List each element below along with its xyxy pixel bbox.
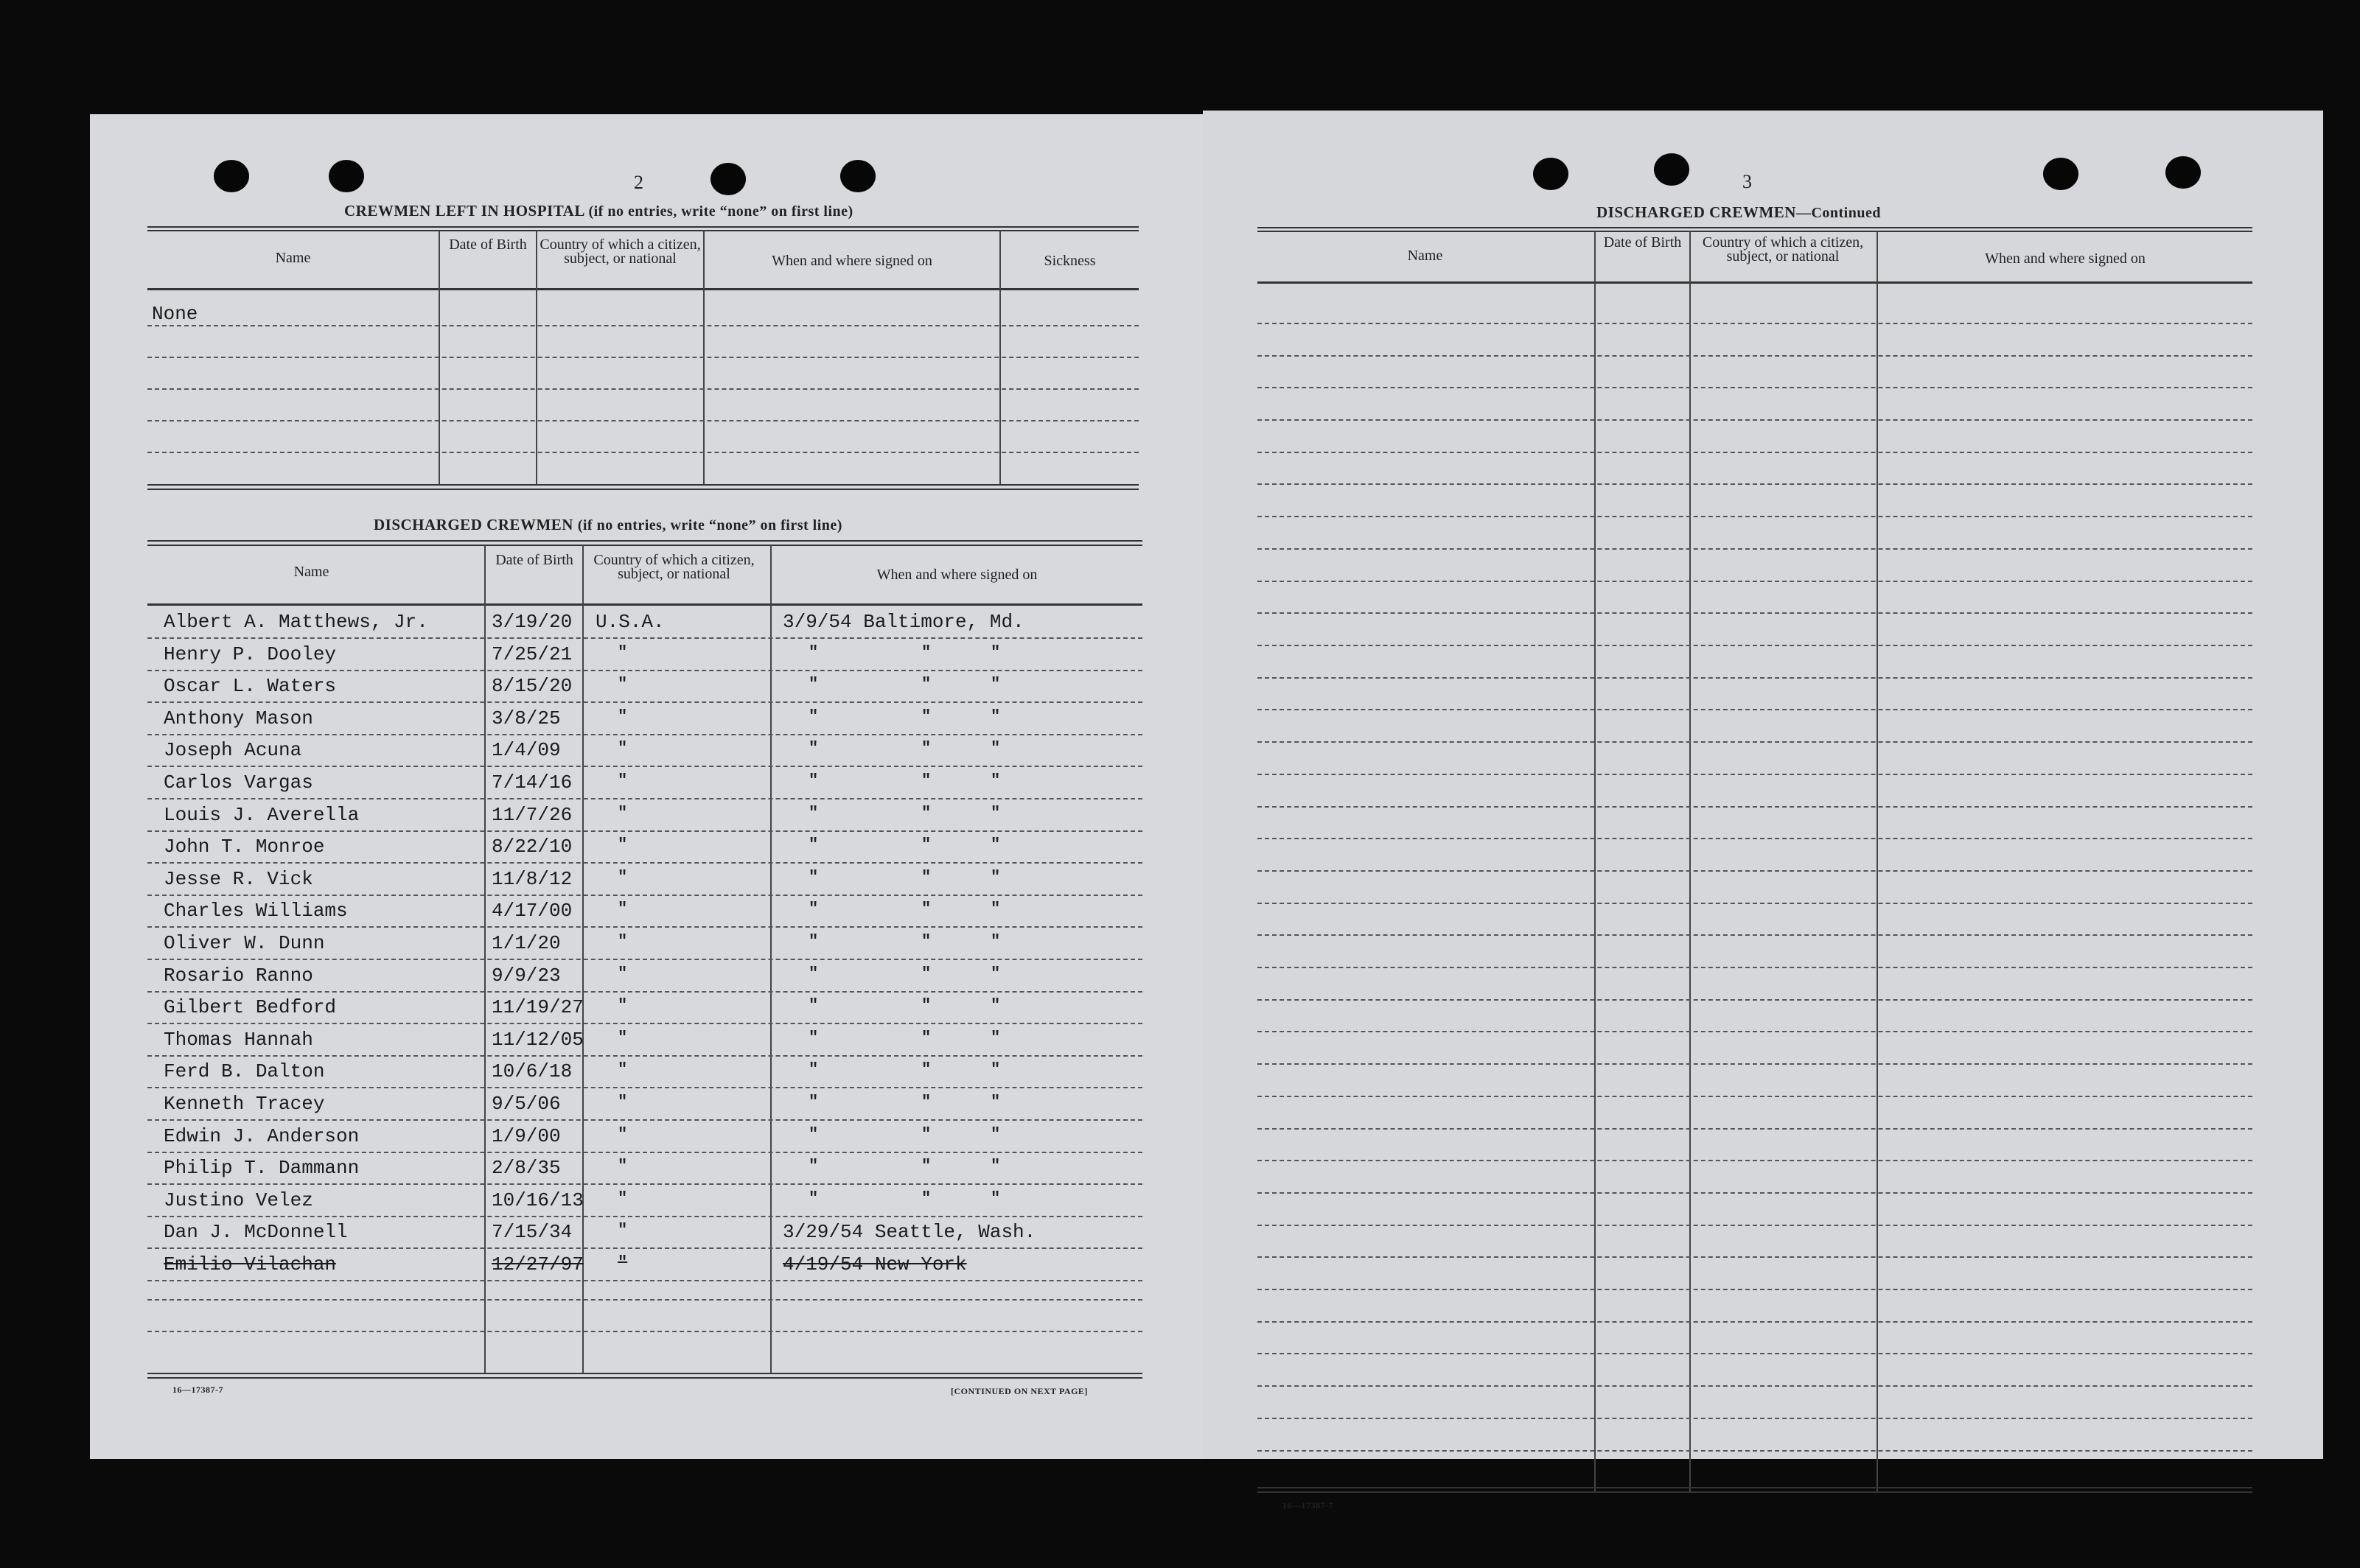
crewman-signed: 4/19/54 New York (783, 1253, 967, 1275)
crewman-country: " (618, 1093, 628, 1111)
crewman-country: " (618, 643, 628, 662)
crewman-signed-ditto: " (921, 1125, 932, 1144)
punch-hole (711, 163, 746, 195)
crewman-country: " (618, 1029, 628, 1047)
crewman-name: John T. Monroe (164, 836, 325, 858)
crewman-name: Rosario Ranno (164, 965, 313, 987)
crewman-dob: 3/19/20 (492, 611, 573, 633)
crewman-dob: 11/8/12 (492, 868, 573, 890)
crewman-signed-ditto: " (991, 675, 1001, 693)
crewman-signed-ditto: " (991, 643, 1001, 662)
crewman-name: Joseph Acuna (164, 739, 302, 761)
crewman-signed-ditto: " (921, 804, 932, 822)
crewman-signed-ditto: " (991, 771, 1001, 790)
crewman-country: " (618, 771, 628, 790)
continued-header-dob: Date of Birth (1603, 234, 1682, 251)
crewman-signed-ditto: " (921, 1189, 932, 1208)
crewman-country: " (618, 675, 628, 693)
crewman-name: Oliver W. Dunn (164, 932, 325, 954)
crewman-signed-ditto: " (921, 932, 932, 951)
crewman-dob: 1/9/00 (492, 1125, 561, 1147)
crewman-signed: " (809, 932, 819, 951)
crewman-signed: " (809, 1125, 819, 1144)
crewman-name: Albert A. Matthews, Jr. (164, 611, 428, 633)
crewman-signed: " (809, 965, 819, 983)
discharged-section-title: DISCHARGED CREWMEN (if no entries, write “none” on first line) (374, 516, 842, 533)
crewman-country: " (618, 965, 628, 983)
crewman-signed-ditto: " (921, 1157, 932, 1175)
hospital-first-entry: None (152, 303, 198, 325)
crewman-country: " (618, 1157, 628, 1175)
crewman-signed-ditto: " (991, 965, 1001, 983)
crewman-dob: 1/1/20 (492, 932, 561, 954)
crewman-name: Edwin J. Anderson (164, 1125, 360, 1147)
crewman-name: Ferd B. Dalton (164, 1060, 325, 1082)
crewman-country: " (618, 868, 628, 886)
crewman-signed-ditto: " (921, 643, 932, 662)
crewman-signed: " (809, 900, 819, 918)
crewman-name: Thomas Hannah (164, 1029, 313, 1051)
crewman-dob: 9/9/23 (492, 965, 561, 987)
crewman-dob: 8/15/20 (492, 675, 573, 697)
crewman-signed-ditto: " (921, 739, 932, 757)
hospital-section-title: CREWMEN LEFT IN HOSPITAL (if no entries, write “none” on first line) (344, 202, 853, 220)
continued-note: [CONTINUED ON NEXT PAGE] (951, 1386, 1088, 1396)
punch-hole (840, 160, 876, 192)
punch-hole (2043, 158, 2078, 190)
crewman-signed: " (809, 771, 819, 790)
hospital-header-sickness: Sickness (1044, 253, 1096, 269)
crewman-signed-ditto: " (921, 1060, 932, 1079)
page-number: 2 (634, 172, 643, 193)
continued-header-country: Country of which a citizen, subject, or national (1702, 234, 1864, 265)
crewman-name: Henry P. Dooley (164, 643, 337, 665)
crewman-signed: 3/9/54 Baltimore, Md. (783, 611, 1024, 633)
crewman-signed: " (809, 868, 819, 886)
crewman-signed: " (809, 1060, 819, 1079)
crewman-dob: 12/27/97 (492, 1253, 584, 1275)
crewman-name: Kenneth Tracey (164, 1093, 325, 1115)
crewman-signed-ditto: " (921, 836, 932, 854)
crewman-dob: 8/22/10 (492, 836, 573, 858)
crewman-name: Philip T. Dammann (164, 1157, 360, 1179)
punch-hole (1533, 158, 1568, 190)
crewman-country: " (618, 1189, 628, 1208)
crewman-name: Emilio Vilachan (164, 1253, 337, 1275)
crewman-signed-ditto: " (991, 804, 1001, 822)
crewman-name: Charles Williams (164, 900, 348, 922)
crewman-signed: " (809, 836, 819, 854)
crewman-country: U.S.A. (596, 611, 665, 633)
crewman-signed-ditto: " (991, 996, 1001, 1015)
crewman-signed: " (809, 707, 819, 726)
punch-hole (1654, 153, 1689, 186)
crewman-dob: 11/19/27 (492, 996, 584, 1018)
crewman-name: Gilbert Bedford (164, 996, 337, 1018)
crewman-country: " (618, 932, 628, 951)
punch-hole (214, 160, 249, 192)
crewman-signed-ditto: " (991, 1029, 1001, 1047)
crewman-name: Oscar L. Waters (164, 675, 337, 697)
discharged-header-name: Name (293, 564, 329, 580)
crewman-name: Jesse R. Vick (164, 868, 313, 890)
crewman-country: " (618, 804, 628, 822)
crewman-country: " (618, 1221, 628, 1239)
crewman-dob: 4/17/00 (492, 900, 573, 922)
crewman-country: " (618, 836, 628, 854)
crewman-country: " (618, 1253, 628, 1272)
crewman-dob: 10/16/13 (492, 1189, 584, 1211)
crewman-signed-ditto: " (921, 868, 932, 886)
crewman-signed-ditto: " (991, 739, 1001, 757)
continued-header-signed: When and where signed on (1985, 251, 2146, 267)
crewman-dob: 3/8/25 (492, 707, 561, 729)
crewman-dob: 7/25/21 (492, 643, 573, 665)
continued-section-title: DISCHARGED CREWMEN—Continued (1596, 203, 1881, 221)
crewman-name: Dan J. McDonnell (164, 1221, 348, 1243)
left-page (90, 114, 1203, 1459)
crewman-signed-ditto: " (991, 1189, 1001, 1208)
crewman-country: " (618, 996, 628, 1015)
crewman-dob: 9/5/06 (492, 1093, 561, 1115)
crewman-signed: " (809, 675, 819, 693)
crewman-signed: " (809, 1157, 819, 1175)
crewman-name: Carlos Vargas (164, 771, 313, 794)
crewman-signed-ditto: " (921, 771, 932, 790)
discharged-header-country: Country of which a citizen, subject, or national (593, 552, 755, 582)
crewman-country: " (618, 707, 628, 726)
crewman-country: " (618, 1060, 628, 1079)
crewman-signed: " (809, 996, 819, 1015)
crewman-signed-ditto: " (921, 900, 932, 918)
discharged-header-signed: When and where signed on (876, 567, 1038, 583)
form-number: 16—17387-7 (172, 1385, 223, 1395)
hospital-header-name: Name (275, 250, 311, 266)
crewman-signed-ditto: " (991, 1093, 1001, 1111)
crewman-country: " (618, 900, 628, 918)
right-page (1203, 111, 2323, 1511)
hospital-header-dob: Date of Birth (449, 237, 527, 253)
page-number: 3 (1742, 171, 1752, 192)
crewman-dob: 7/15/34 (492, 1221, 573, 1243)
crewman-dob: 2/8/35 (492, 1157, 561, 1179)
crewman-signed: " (809, 1029, 819, 1047)
hospital-header-signed: When and where signed on (772, 253, 932, 269)
crewman-signed: " (809, 804, 819, 822)
crewman-signed-ditto: " (991, 707, 1001, 726)
crewman-country: " (618, 739, 628, 757)
crewman-dob: 7/14/16 (492, 771, 573, 794)
crewman-dob: 1/4/09 (492, 739, 561, 761)
crewman-signed-ditto: " (921, 675, 932, 693)
punch-hole (2165, 156, 2201, 189)
continued-header-name: Name (1407, 248, 1443, 264)
crewman-name: Anthony Mason (164, 707, 313, 729)
crewman-name: Justino Velez (164, 1189, 313, 1211)
crewman-signed-ditto: " (991, 1125, 1001, 1144)
crewman-signed-ditto: " (921, 707, 932, 726)
form-number: 16—17387-7 (1282, 1500, 1333, 1511)
crewman-name: Louis J. Averella (164, 804, 360, 826)
crewman-signed-ditto: " (921, 965, 932, 983)
crewman-signed: " (809, 1189, 819, 1208)
crewman-signed-ditto: " (991, 932, 1001, 951)
crewman-signed-ditto: " (921, 1093, 932, 1111)
crewman-signed-ditto: " (991, 836, 1001, 854)
crewman-signed: 3/29/54 Seattle, Wash. (783, 1221, 1036, 1243)
crewman-dob: 11/7/26 (492, 804, 573, 826)
crewman-signed-ditto: " (991, 900, 1001, 918)
crewman-signed-ditto: " (921, 1029, 932, 1047)
crewman-signed-ditto: " (991, 1157, 1001, 1175)
crewman-signed-ditto: " (921, 996, 932, 1015)
crewman-signed: " (809, 643, 819, 662)
crewman-signed: " (809, 1093, 819, 1111)
crewman-signed-ditto: " (991, 1060, 1001, 1079)
crewman-country: " (618, 1125, 628, 1144)
crewman-dob: 10/6/18 (492, 1060, 573, 1082)
hospital-header-country: Country of which a citizen, subject, or national (540, 237, 701, 267)
crewman-signed-ditto: " (991, 868, 1001, 886)
crewman-signed: " (809, 739, 819, 757)
punch-hole (329, 160, 364, 192)
discharged-header-dob: Date of Birth (495, 552, 573, 568)
crewman-dob: 11/12/05 (492, 1029, 584, 1051)
